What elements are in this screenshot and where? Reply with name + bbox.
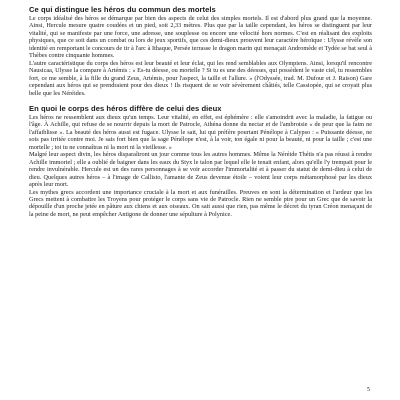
paragraph: Les mythes grecs accordent une importance cruciale à la mort et aux funérailles. Preuves en sont la détermination et l'ardeur que les Grecs mettent à combattre les Troyens pour protéger le corps sans vie de Patrocle. Rien ne semble pire pour un Grec que de savoir la dépouille d'un proche jetée en pâture aux chiens et aux oiseaux. On sait aussi que rien, pas même le décret du tyran Créon menaçant de la peine de mort, ne peut empêcher Antigone de donner une sépulture à Polynice.	[29, 188, 372, 218]
section-heading: En quoi le corps des héros diffère de celui des dieux	[29, 103, 222, 113]
paragraph: L'autre caractéristique du corps des héros est leur beauté et leur éclat, qui les rend semblables aux Olympiens. Ainsi, lorsqu'il rencontre Nausicaa, Ulysse la compare à Artémis : « Es-tu déesse, ou mortelle ? Si tu es une des déesses, qui possèdent le vaste ciel, tu ressembles fort, ce me semble, à la fille du grand Zeus, Artémis, pour l'aspect, la taille et l'allure. » (l'Odyssée, trad. M. Dufour et J. Raison) Gare cependant aux héros qui se prendraient pour des dieux ! Ils risquent de se voir sévèrement châtiés, telle Cassiopée, qui se croyait plus belle que les Néréides.	[29, 59, 372, 97]
section-heading: Ce qui distingue les héros du commun des mortels	[29, 5, 216, 14]
section-heroes-vs-gods	[29, 104, 372, 218]
section-distinguish-heroes	[29, 5, 372, 97]
page-number: 5	[367, 387, 370, 393]
paragraph: Les héros ne ressemblent aux dieux qu'un temps. Leur vitalité, en effet, est éphémère : elle s'amoindrit avec la maladie, la fatigue ou l'âge. À Achille, qui refuse de se nourrir depuis la mort de Patrocle, Athéna donne du nectar et de l'ambroisie « de peur que la faim ne l'affaiblisse ». La beauté des héros aussi est fugace. Ulysse le sait, lui qui préfère pourtant Pénélope à Calypso : « Puissante déesse, ne sois pas irritée contre moi. Je sais fort bien que la sage Pénélope n'est, à la voir, ton égale ni pour la beauté, ni pour la taille ; c'est une mortelle ; toi tu ne connaîtras ni la mort ni la vieillesse. »	[29, 113, 372, 151]
paragraph: Le corps idéalisé des héros se démarque par bien des aspects de celui des simples mortels. Il est d'abord plus grand que la moyenne. Ainsi, Hercule mesure quatre coudées et un pied, soit 2,33 mètres. Plus que par la taille cependant, les héros se distinguent par leur vitalité, qui se manifeste par une force, une adresse, une souplesse ou encore une vélocité hors normes. C'est en réalisant des exploits physiques, que ce soit dans un combat ou lors de jeux sportifs, que ces demi-dieux prouvent leur caractère héroïque : Ulysse révèle son identité en remportant le concours de tir à l'arc à Ithaque, Persée terrasse le dragon marin qui menaçait Andromède et Tydée se bat seul à Thèbes contre cinquante hommes.	[29, 15, 372, 60]
paragraph: Malgré leur aspect divin, les héros disparaîtront un jour comme tous les autres hommes. Même la Néréide Thétis n'a pas réussi à rendre Achille immortel ; elle a oublié de baigner dans les eaux du Styx le talon par lequel elle le tenait enfant, alors qu'elle l'y trempait pour le rendre invulnérable. Hercule est un des rares personnages à se voir accorder l'immortalité et à passer du statut de demi-dieu à celui de dieu. Quelques autres héros – à l'image de Callisto, l'amante de Zeus devenue étoile – voient leur corps métamorphosé par les dieux après leur mort.	[29, 151, 372, 189]
